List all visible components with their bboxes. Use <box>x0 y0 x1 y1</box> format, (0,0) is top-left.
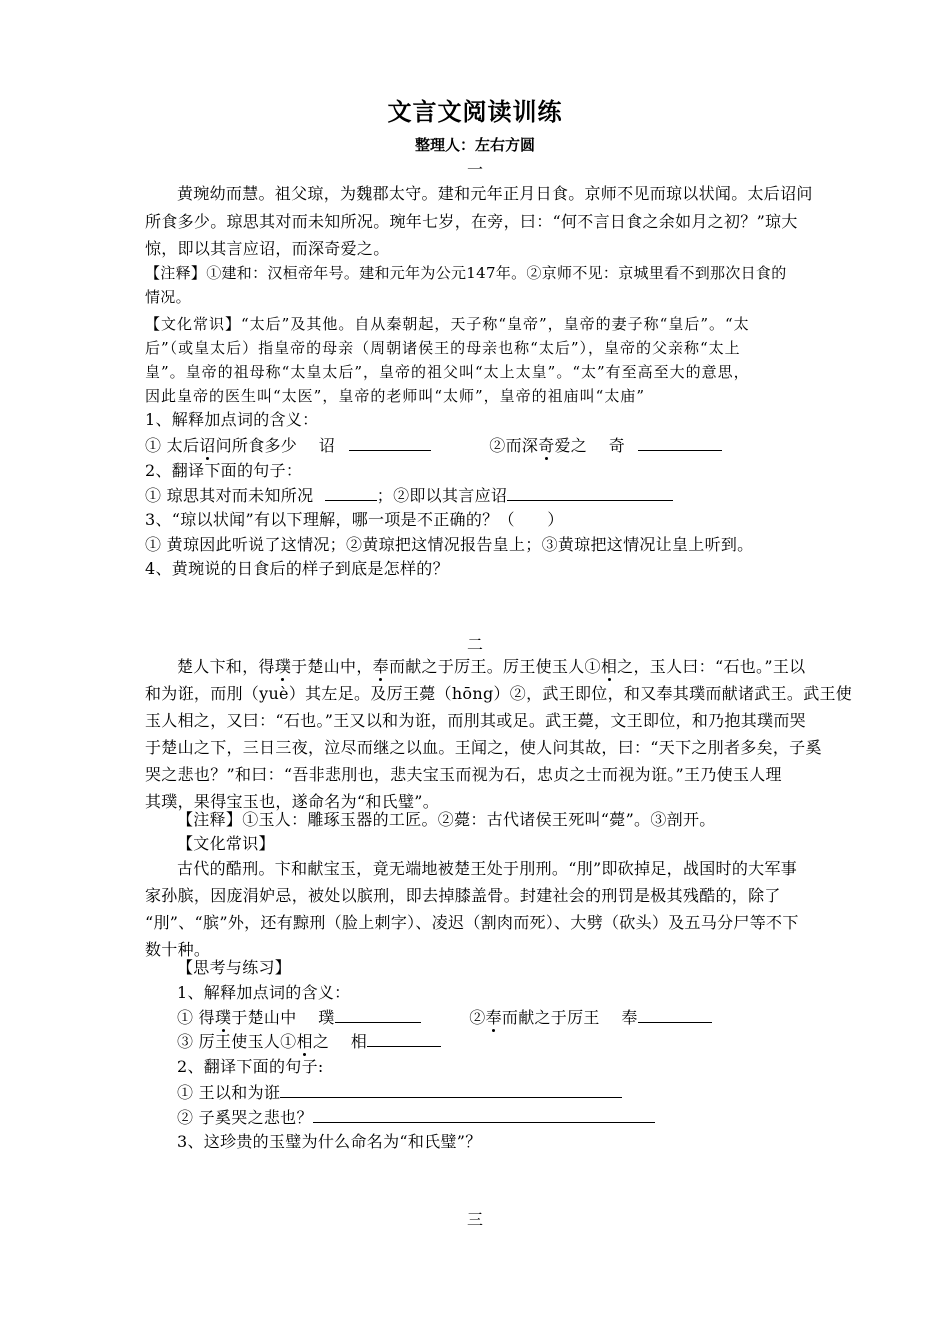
section-2-number: 二 <box>466 635 483 654</box>
s2-q1b-pre: ② <box>469 1008 486 1027</box>
s2-q2b-text: ② 子奚哭之悲也？ <box>177 1108 313 1127</box>
s1-passage-line-3: 惊，即以其言应诏，而深奇爱之。 <box>145 239 390 258</box>
s1-q2-items <box>145 485 673 506</box>
s1-passage-line-1: 黄琬幼而慧。祖父琼，为魏郡太守。建和元年正月日食。京师不见而琼以状闻。太后诏问 <box>177 184 813 203</box>
s1-q1b-answer-blank[interactable] <box>638 435 722 451</box>
s1-q2-label: 2、翻译下面的句子： <box>145 461 303 480</box>
s2-culture-head: 【文化常识】 <box>177 834 275 853</box>
s2-q1a-post: 于楚山中 璞 <box>231 1008 335 1027</box>
s1-q2a-text: ① 琼思其对而未知所况 <box>145 486 314 505</box>
s2-q1-row-2 <box>177 1031 441 1052</box>
s2-q2a-text: ① 王以和为诳 <box>177 1083 281 1102</box>
s1-q1a-dotted-word: 诏 <box>199 436 216 455</box>
s2-passage-line-5: 哭之悲也？”和曰：“吾非悲刖也，悲夫宝玉而视为石，忠贞之士而视为诳。”王乃使玉人理 <box>145 765 782 784</box>
s2-q1c-post: 之 相 <box>312 1032 368 1051</box>
s1-q1-items <box>145 435 722 456</box>
s2-q1a-pre: ① 得 <box>177 1008 215 1027</box>
s2-q1c-answer-blank[interactable] <box>367 1031 441 1047</box>
document-title: 文言文阅读训练 <box>387 97 563 126</box>
s2-p1-dotted-xiang: 相 <box>600 657 618 676</box>
s1-q4-label: 4、黄琬说的日食后的样子到底是怎样的？ <box>145 559 449 578</box>
s1-q1b-pre: ②而深 <box>489 436 539 455</box>
s1-q2b-text: ；②即以其言应诏 <box>376 486 508 505</box>
s2-q1c-pre: ③ 厉王使玉人① <box>177 1032 297 1051</box>
s1-culture-line-3: 皇”。皇帝的祖母称“太皇太后”，皇帝的祖父叫“太上太皇”。“太”有至高至大的意思， <box>145 363 750 381</box>
s1-q3-label: 3、“琼以状闻”有以下理解，哪一项是不正确的？（ ） <box>145 510 564 529</box>
s2-q1-label: 1、解释加点词的含义： <box>177 983 351 1002</box>
document-subtitle: 整理人：左右方圆 <box>414 136 535 154</box>
s1-q1a-post: 问所食多少 诏 <box>215 436 336 455</box>
s2-passage-line-1 <box>177 657 805 677</box>
s1-notes-line-2: 情况。 <box>145 288 191 306</box>
s2-culture-line-1: 古代的酷刑。卞和献宝玉，竟无端地被楚王处于刖刑。“刖”即砍掉足，战国时的大军事 <box>177 859 798 878</box>
s1-culture-line-2: 后”（或皇太后）指皇帝的母亲（周朝诸侯王的母亲也称“太后”），皇帝的父亲称“太上 <box>145 339 741 357</box>
s2-p1-text-b: 于楚山中， <box>291 657 373 676</box>
s2-q1b-post: 而献之于厉王 奉 <box>501 1008 638 1027</box>
s1-q3-options: ① 黄琼因此听说了这情况；②黄琼把这情况报告皇上；③黄琼把这情况让皇上听到。 <box>145 535 754 554</box>
s2-p1-text-a: 楚人卞和，得 <box>177 657 275 676</box>
s2-q1-row-1 <box>177 1007 712 1028</box>
s2-p1-dotted-feng: 奉 <box>372 657 389 676</box>
s2-q3-label: 3、这珍贵的玉璧为什么命名为“和氏璧”？ <box>177 1132 482 1151</box>
s2-passage-line-6: 其璞，果得宝玉也，遂命名为“和氏璧”。 <box>145 792 440 811</box>
s2-passage-line-3: 玉人相之，又曰：“石也。”王又以和为诳，而刖其或足。武王薨，文王即位，和乃抱其璞而哭 <box>145 711 806 730</box>
s2-culture-line-2: 家孙膑，因庞涓妒忌，被处以膑刑，即去掉膝盖骨。封建社会的刑罚是极其残酷的，除了 <box>145 886 781 905</box>
s1-q2b-answer-blank[interactable] <box>507 485 673 501</box>
section-3-number: 三 <box>466 1210 483 1229</box>
s2-q2a-answer-blank[interactable] <box>280 1082 622 1098</box>
s1-q1a-pre: ① 太后 <box>145 436 200 455</box>
s1-q1b-post: 爱之 奇 <box>554 436 626 455</box>
s2-q2-label: 2、翻译下面的句子: <box>177 1057 324 1076</box>
s2-q2-row-b <box>177 1107 655 1128</box>
s2-q1c-dotted-word: 相 <box>296 1032 313 1051</box>
s1-q2a-answer-blank[interactable] <box>325 485 377 501</box>
s2-notes: 【注释】①玉人：雕琢玉器的工匠。②薨：古代诸侯王死叫“薨”。③剖开。 <box>177 810 716 829</box>
s2-passage-line-4: 于楚山之下，三日三夜，泣尽而继之以血。王闻之，使人问其故，曰：“天下之刖者多矣，子奚 <box>145 738 822 757</box>
s2-culture-line-3: “刖”、“膑”外，还有黥刑（脸上刺字）、凌迟（割肉而死）、大劈（砍头）及五马分尸等不下 <box>145 913 799 932</box>
s2-q2-row-a <box>177 1082 622 1103</box>
section-1-number: 一 <box>466 160 483 179</box>
s1-culture-line-4: 因此皇帝的医生叫“太医”，皇帝的老师叫“太师”，皇帝的祖庙叫“太庙” <box>145 387 646 405</box>
s1-q1b-dotted-word: 奇 <box>538 436 555 455</box>
s1-q1-label: 1、解释加点词的含义： <box>145 410 319 429</box>
s2-p1-text-e: 之，玉人曰：“石也。”王以 <box>617 657 806 676</box>
s2-q1b-dotted-word: 奉 <box>485 1008 502 1027</box>
s2-practice-head: 【思考与练习】 <box>177 958 292 977</box>
s2-q1a-dotted-word: 璞 <box>215 1008 232 1027</box>
s2-passage-line-2: 和为诳，而刖（yuè）其左足。及厉王薨（hōng）②，武王即位，和又奉其璞而献诸武王。武王使 <box>145 684 853 703</box>
s2-q1b-answer-blank[interactable] <box>638 1007 712 1023</box>
s1-q1a-answer-blank[interactable] <box>349 435 431 451</box>
s1-passage-line-2: 所食多少。琼思其对而未知所况。琬年七岁，在旁，曰：“何不言日食之余如月之初？”琼大 <box>145 212 798 231</box>
s2-p1-text-c: 而献之于厉王。厉王使玉人① <box>388 657 601 676</box>
s2-culture-line-4: 数十种。 <box>145 940 211 959</box>
s2-q1a-answer-blank[interactable] <box>335 1007 421 1023</box>
s1-notes-line-1: 【注释】①建和：汉桓帝年号。建和元年为公元147年。②京师不见：京城里看不到那次日食的 <box>145 264 787 282</box>
s2-q2b-answer-blank[interactable] <box>313 1107 655 1123</box>
s2-p1-dotted-pu: 璞 <box>274 657 292 676</box>
s1-culture-line-1: 【文化常识】“太后”及其他。自从秦朝起，天子称“皇帝”，皇帝的妻子称“皇后”。“太 <box>145 315 750 333</box>
